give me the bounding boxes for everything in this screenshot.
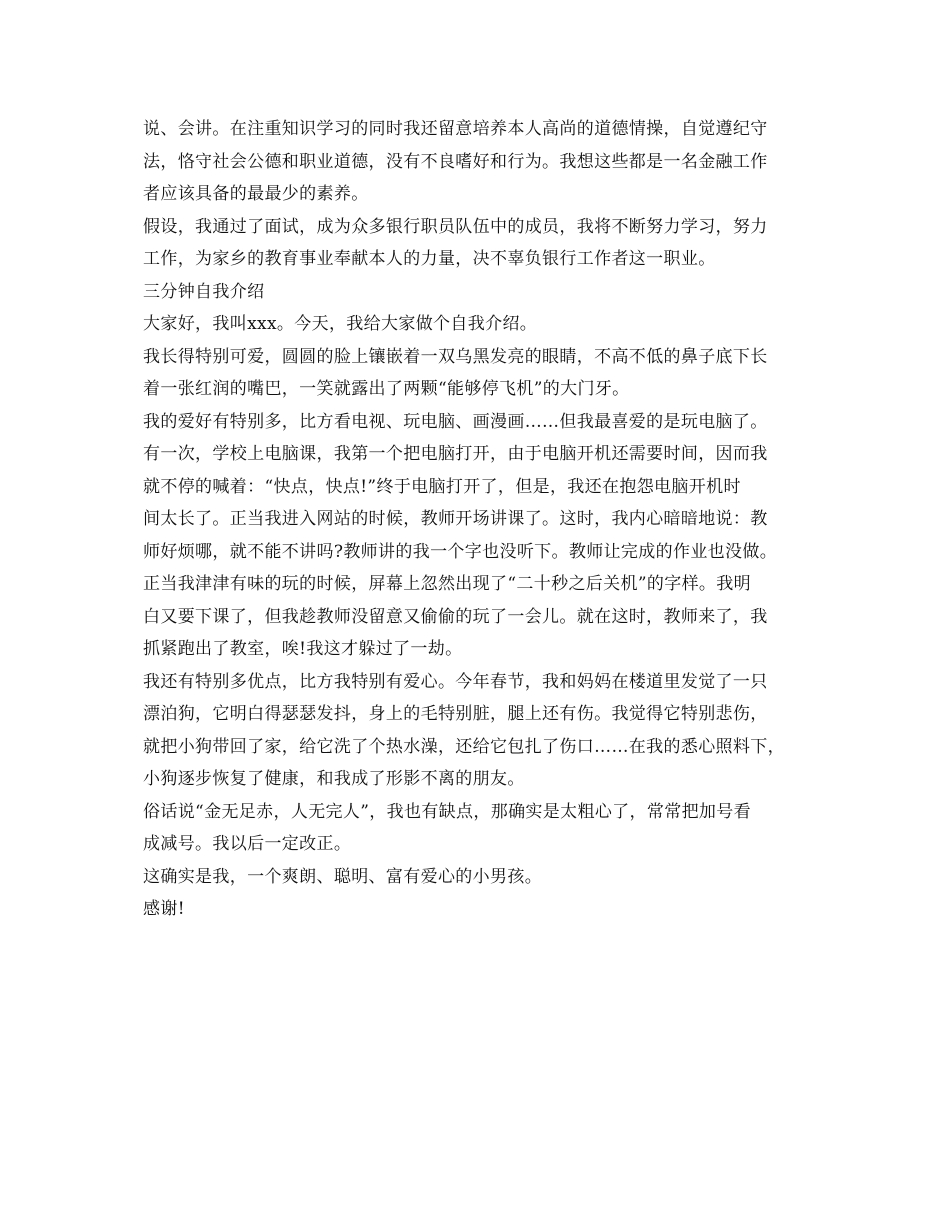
text-line: 工作，为家乡的教育事业奉献本人的力量，决不辜负银行工作者这一职业。 [143, 249, 716, 269]
text-line: 间太长了。正当我进入网站的时候，教师开场讲课了。这时，我内心暗暗地说：教 [143, 509, 768, 529]
text-line: 法，恪守社会公德和职业道德，没有不良嗜好和行为。我想这些都是一名金融工作 [143, 151, 768, 172]
text-line: 成减号。我以后一定改正。 [143, 834, 352, 854]
text-line: 正当我津津有味的玩的时候，屏幕上忽然出现了“二十秒之后关机”的字样。我明 [143, 574, 751, 594]
text-line: 小狗逐步恢复了健康，和我成了形影不离的朋友。 [143, 769, 525, 789]
text-line: 我的爱好有特别多，比方看电视、玩电脑、画漫画……但我最喜爱的是玩电脑了。 [143, 411, 768, 432]
text-line: 感谢! [143, 899, 185, 919]
text-line: 大家好，我叫xxx。今天，我给大家做个自我介绍。 [143, 314, 538, 334]
text-line: 俗话说“金无足赤，人无完人”，我也有缺点，那确实是太粗心了，常常把加号看 [143, 801, 751, 822]
text-line: 就不停的喊着：“快点，快点!”终于电脑打开了，但是，我还在抱怨电脑开机时 [143, 476, 741, 497]
text-line: 就把小狗带回了家，给它洗了个热水澡，还给它包扎了伤口……在我的悉心照料下， [143, 736, 785, 757]
text-line: 漂泊狗，它明白得瑟瑟发抖，身上的毛特别脏，腿上还有伤。我觉得它特别悲伤， [143, 704, 768, 724]
text-line: 说、会讲。在注重知识学习的同时我还留意培养本人高尚的道德情操，自觉遵纪守 [143, 119, 768, 139]
text-line: 白又要下课了，但我趁教师没留意又偷偷的玩了一会儿。就在这时，教师来了，我 [143, 606, 768, 627]
text-line: 有一次，学校上电脑课，我第一个把电脑打开，由于电脑开机还需要时间，因而我 [143, 444, 768, 464]
text-line: 抓紧跑出了教室，唉!我这才躲过了一劫。 [143, 639, 463, 659]
text-line: 这确实是我，一个爽朗、聪明、富有爱心的小男孩。 [143, 866, 543, 887]
text-line: 我还有特别多优点，比方我特别有爱心。今年春节，我和妈妈在楼道里发觉了一只 [143, 671, 768, 692]
section-heading: 三分钟自我介绍 [143, 281, 265, 302]
text-line: 者应该具备的最最少的素养。 [143, 184, 369, 204]
text-line: 我长得特别可爱，圆圆的脸上镶嵌着一双乌黑发亮的眼睛，不高不低的鼻子底下长 [143, 346, 768, 367]
text-line: 着一张红润的嘴巴，一笑就露出了两颗“能够停飞机”的大门牙。 [143, 379, 630, 399]
document-body [143, 113, 823, 926]
text-line: 师好烦哪，就不能不讲吗?教师讲的我一个字也没听下。教师让完成的作业也没做。 [143, 541, 778, 562]
text-line: 假设，我通过了面试，成为众多银行职员队伍中的成员，我将不断努力学习，努力 [143, 216, 768, 237]
